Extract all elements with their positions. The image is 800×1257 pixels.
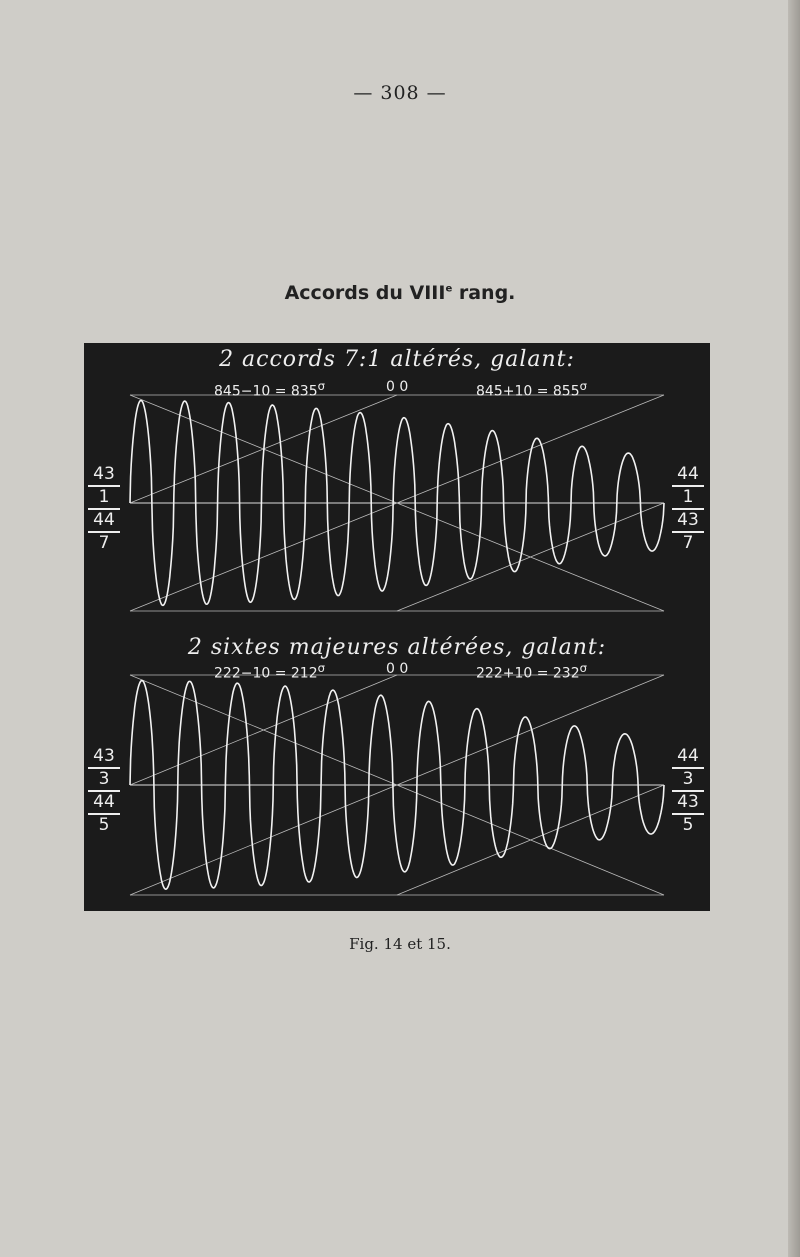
bottom-ratio-left: 43 3 44 5 xyxy=(86,747,122,835)
section-title: Accords du VIIIe rang. xyxy=(284,282,516,304)
page-number: — 308 — xyxy=(353,82,447,104)
top-formula-right: $845+10 = 855^\sigma$ xyxy=(476,379,588,400)
bottom-panel-curves xyxy=(130,675,664,895)
top-ratio-left: 43 1 44 7 xyxy=(86,465,122,553)
top-ratio-right: 44 1 43 7 xyxy=(670,465,706,553)
bottom-formula-left: $222-10 = 212^\sigma$ xyxy=(214,661,326,682)
figure-caption: Fig. 14 et 15. xyxy=(349,935,451,953)
top-center-label: 0 0 xyxy=(386,379,409,395)
bottom-ratio-right: 44 3 43 5 xyxy=(670,747,706,835)
top-panel-heading: 2 accords 7:1 altérés, galant: xyxy=(219,347,575,372)
top-panel-curves xyxy=(130,395,664,611)
page-edge xyxy=(788,0,800,1257)
bottom-panel-heading: 2 sixtes majeures altérées, galant: xyxy=(187,635,607,660)
oscillation-curves xyxy=(84,343,710,911)
top-formula-left: $845-10 = 835^\sigma$ xyxy=(214,379,326,400)
figure-plate xyxy=(84,343,710,911)
bottom-center-label: 0 0 xyxy=(386,661,409,677)
bottom-formula-right: $222+10 = 232^\sigma$ xyxy=(476,661,588,682)
